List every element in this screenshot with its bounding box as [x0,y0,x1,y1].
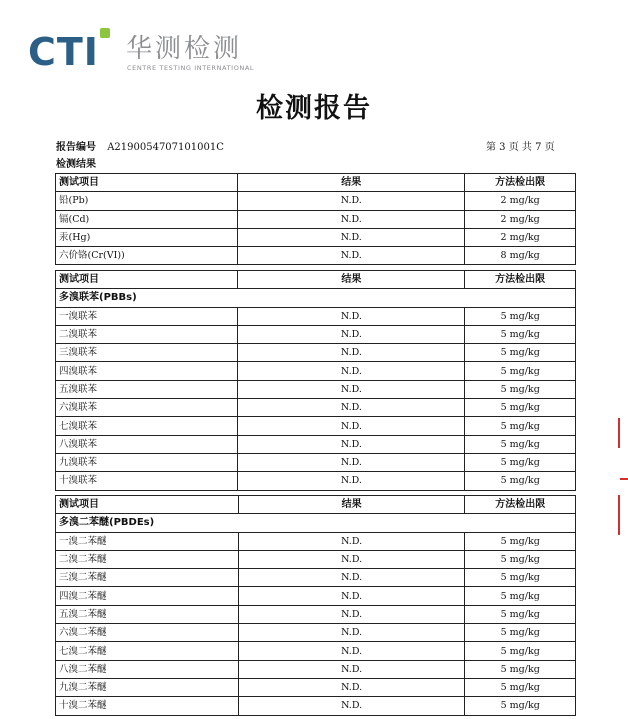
row-mdl: 8 mg/kg [465,247,576,265]
header-item: 测试项目 [56,174,238,192]
group-row [56,289,576,307]
row-mdl: 5 mg/kg [465,380,576,398]
group-label: 多溴二苯醚(PBDEs) [56,514,239,532]
row-item: 四溴二苯醚 [56,587,239,605]
row-result: N.D. [238,697,465,715]
row-result: N.D. [238,247,465,265]
row-mdl: 5 mg/kg [465,307,576,325]
table-row [56,550,576,568]
row-result: N.D. [238,307,465,325]
table-row [56,532,576,550]
row-mdl: 5 mg/kg [465,660,576,678]
seal-stamp-mark [620,478,628,488]
table-row [56,624,576,642]
report-number-label: 报告编号 [56,142,96,153]
header-result: 结果 [238,271,465,289]
row-result: N.D. [238,678,465,696]
row-mdl: 5 mg/kg [465,587,576,605]
row-item: 三溴联苯 [56,344,238,362]
row-item: 十溴二苯醚 [56,697,239,715]
row-result: N.D. [238,472,465,490]
row-mdl: 5 mg/kg [465,399,576,417]
row-mdl: 2 mg/kg [465,228,576,246]
row-result: N.D. [238,453,465,471]
row-mdl: 5 mg/kg [465,605,576,623]
row-mdl: 2 mg/kg [465,210,576,228]
table-header-row [56,271,576,289]
row-result: N.D. [238,210,465,228]
row-item: 二溴联苯 [56,325,238,343]
header-result: 结果 [238,496,465,514]
table-row [56,417,576,435]
row-result: N.D. [238,325,465,343]
header-mdl: 方法检出限 [465,496,576,514]
report-title: 检测报告 [256,93,372,124]
row-result: N.D. [238,624,465,642]
row-mdl: 5 mg/kg [465,569,576,587]
table-row [56,344,576,362]
row-item: 一溴联苯 [56,307,238,325]
logo-english-name: CENTRE TESTING INTERNATIONAL [127,64,255,72]
header-mdl: 方法检出限 [465,174,576,192]
pbbs-table [55,270,576,491]
row-result: N.D. [238,605,465,623]
row-result: N.D. [238,642,465,660]
table-row [56,472,576,490]
row-result: N.D. [238,587,465,605]
heavy-metals-table [55,173,576,265]
row-item: 铅(Pb) [56,192,238,210]
header-mdl: 方法检出限 [465,271,576,289]
logo-dot-icon [100,28,110,38]
table-row [56,362,576,380]
row-item: 九溴二苯醚 [56,678,239,696]
row-mdl: 5 mg/kg [465,697,576,715]
row-mdl: 5 mg/kg [465,678,576,696]
table-row [56,192,576,210]
row-item: 八溴二苯醚 [56,660,239,678]
row-mdl: 5 mg/kg [465,325,576,343]
header-item: 测试项目 [56,496,239,514]
row-mdl: 2 mg/kg [465,192,576,210]
group-label: 多溴联苯(PBBs) [56,289,238,307]
page-indicator: 第 3 页 共 7 页 [486,142,555,153]
row-result: N.D. [238,344,465,362]
row-item: 汞(Hg) [56,228,238,246]
row-result: N.D. [238,192,465,210]
table-row [56,210,576,228]
row-mdl: 5 mg/kg [465,417,576,435]
row-item: 一溴二苯醚 [56,532,239,550]
table-row [56,380,576,398]
table-row [56,307,576,325]
table-row [56,399,576,417]
row-result: N.D. [238,660,465,678]
table-row [56,228,576,246]
row-item: 六溴联苯 [56,399,238,417]
row-item: 九溴联苯 [56,453,238,471]
row-result: N.D. [238,569,465,587]
row-item: 十溴联苯 [56,472,238,490]
row-result: N.D. [238,417,465,435]
table-row [56,642,576,660]
table-row [56,325,576,343]
row-mdl: 5 mg/kg [465,453,576,471]
table-row [56,569,576,587]
row-item: 镉(Cd) [56,210,238,228]
pbdes-table [55,495,576,716]
table-row [56,678,576,696]
row-mdl: 5 mg/kg [465,532,576,550]
row-item: 五溴联苯 [56,380,238,398]
row-result: N.D. [238,228,465,246]
row-item: 八溴联苯 [56,435,238,453]
table-row [56,587,576,605]
section-label: 检测结果 [56,159,96,170]
logo-chinese-name: 华测检测 [126,34,243,64]
table-row [56,660,576,678]
row-result: N.D. [238,362,465,380]
table-header-row [56,174,576,192]
row-item: 七溴联苯 [56,417,238,435]
row-result: N.D. [238,380,465,398]
row-mdl: 5 mg/kg [465,642,576,660]
report-number-value: A2190054707101001C [107,142,224,153]
logo-brand: CTI [28,30,99,74]
table-row [56,605,576,623]
row-mdl: 5 mg/kg [465,550,576,568]
table-row [56,247,576,265]
seal-stamp-mark [618,495,628,535]
row-mdl: 5 mg/kg [465,472,576,490]
row-mdl: 5 mg/kg [465,624,576,642]
header-result: 结果 [238,174,465,192]
table-row [56,435,576,453]
report-number [56,138,224,153]
row-item: 五溴二苯醚 [56,605,239,623]
row-item: 六价铬(Cr(VI)) [56,247,238,265]
table-header-row [56,496,576,514]
table-row [56,697,576,715]
header-item: 测试项目 [56,271,238,289]
row-mdl: 5 mg/kg [465,435,576,453]
row-result: N.D. [238,399,465,417]
row-result: N.D. [238,532,465,550]
seal-stamp-mark [618,418,628,448]
row-result: N.D. [238,550,465,568]
row-item: 三溴二苯醚 [56,569,239,587]
row-item: 二溴二苯醚 [56,550,239,568]
group-row [56,514,576,532]
row-item: 七溴二苯醚 [56,642,239,660]
row-item: 六溴二苯醚 [56,624,239,642]
row-mdl: 5 mg/kg [465,344,576,362]
row-item: 四溴联苯 [56,362,238,380]
table-row [56,453,576,471]
row-mdl: 5 mg/kg [465,362,576,380]
row-result: N.D. [238,435,465,453]
